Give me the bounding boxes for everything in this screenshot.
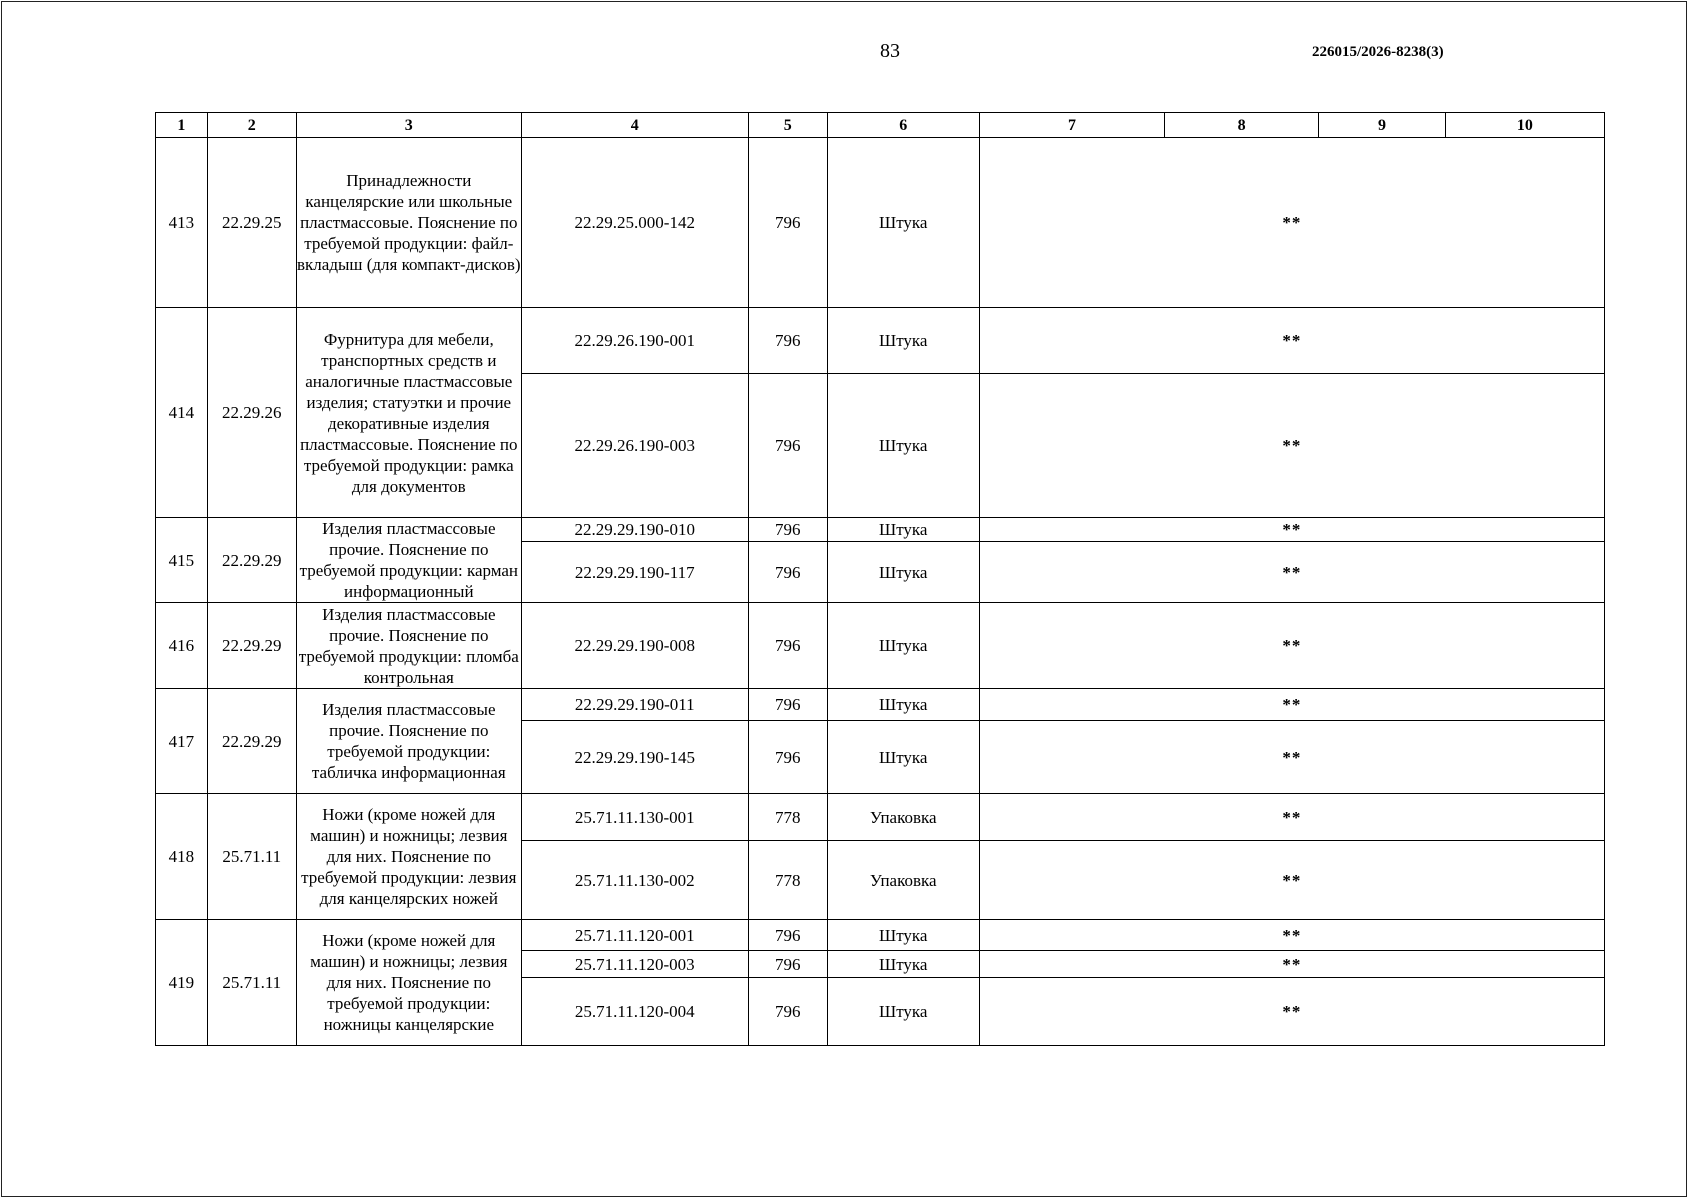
ktru-code: 25.71.11.120-001	[521, 920, 748, 951]
okei-code: 796	[748, 138, 827, 308]
column-header: 10	[1445, 113, 1604, 138]
merged-marker-cell: **	[979, 308, 1604, 374]
item-number: 415	[156, 518, 208, 603]
okei-code: 796	[748, 920, 827, 951]
item-number: 417	[156, 689, 208, 794]
merged-marker-cell: **	[979, 603, 1604, 689]
merged-marker-cell: **	[979, 138, 1604, 308]
item-number: 413	[156, 138, 208, 308]
table-row	[156, 689, 1605, 721]
merged-marker-cell: **	[979, 689, 1604, 721]
merged-marker-cell: **	[979, 518, 1604, 542]
unit-name: Штука	[827, 603, 979, 689]
merged-marker-cell: **	[979, 794, 1604, 841]
okei-code: 778	[748, 841, 827, 920]
unit-name: Штука	[827, 308, 979, 374]
ktru-code: 25.71.11.120-004	[521, 978, 748, 1046]
ktru-code: 22.29.29.190-011	[521, 689, 748, 721]
ktru-code: 22.29.29.190-145	[521, 721, 748, 794]
page-number: 83	[880, 40, 900, 62]
column-header: 6	[827, 113, 979, 138]
merged-marker-cell: **	[979, 920, 1604, 951]
column-header: 2	[207, 113, 296, 138]
column-header: 4	[521, 113, 748, 138]
unit-name: Штука	[827, 689, 979, 721]
okei-code: 796	[748, 374, 827, 518]
ktru-code: 22.29.26.190-003	[521, 374, 748, 518]
okpd-code: 22.29.25	[207, 138, 296, 308]
ktru-code: 22.29.25.000-142	[521, 138, 748, 308]
column-header: 5	[748, 113, 827, 138]
item-description: Изделия пластмассовые прочие. Пояснение по требуемой продукции: табличка информационная	[296, 689, 521, 794]
okei-code: 796	[748, 308, 827, 374]
column-header: 7	[979, 113, 1164, 138]
item-description: Фурнитура для мебели, транспортных средств и аналогичные пластмассовые изделия; статуэтки и прочие декоративные изделия пластмассовые. Пояснение по требуемой продукции: рамка для документов	[296, 308, 521, 518]
table-row	[156, 920, 1605, 951]
column-header: 8	[1165, 113, 1319, 138]
table-row	[156, 308, 1605, 374]
ktru-code: 25.71.11.130-001	[521, 794, 748, 841]
okpd-code: 22.29.29	[207, 603, 296, 689]
okei-code: 796	[748, 721, 827, 794]
table-row	[156, 518, 1605, 542]
document-id: 226015/2026-8238(3)	[1312, 44, 1444, 60]
merged-marker-cell: **	[979, 374, 1604, 518]
okei-code: 796	[748, 951, 827, 978]
unit-name: Штука	[827, 920, 979, 951]
ktru-code: 25.71.11.130-002	[521, 841, 748, 920]
unit-name: Упаковка	[827, 794, 979, 841]
header-row	[156, 113, 1605, 138]
item-description: Ножи (кроме ножей для машин) и ножницы; лезвия для них. Пояснение по требуемой продукции: лезвия для канцелярских ножей	[296, 794, 521, 920]
ktru-code: 22.29.29.190-008	[521, 603, 748, 689]
unit-name: Штука	[827, 138, 979, 308]
okei-code: 796	[748, 689, 827, 721]
table-row	[156, 794, 1605, 841]
okpd-code: 22.29.29	[207, 689, 296, 794]
table-row	[156, 603, 1605, 689]
okei-code: 778	[748, 794, 827, 841]
okpd-code: 22.29.29	[207, 518, 296, 603]
item-description: Изделия пластмассовые прочие. Пояснение по требуемой продукции: карман информационный	[296, 518, 521, 603]
column-header: 9	[1319, 113, 1446, 138]
okpd-code: 25.71.11	[207, 794, 296, 920]
unit-name: Штука	[827, 721, 979, 794]
item-number: 418	[156, 794, 208, 920]
ktru-code: 22.29.26.190-001	[521, 308, 748, 374]
table-row	[156, 138, 1605, 308]
unit-name: Штука	[827, 374, 979, 518]
ktru-code: 22.29.29.190-117	[521, 542, 748, 603]
merged-marker-cell: **	[979, 721, 1604, 794]
merged-marker-cell: **	[979, 841, 1604, 920]
merged-marker-cell: **	[979, 951, 1604, 978]
ktru-code: 25.71.11.120-003	[521, 951, 748, 978]
okpd-code: 22.29.26	[207, 308, 296, 518]
ktru-code: 22.29.29.190-010	[521, 518, 748, 542]
item-number: 414	[156, 308, 208, 518]
merged-marker-cell: **	[979, 978, 1604, 1046]
unit-name: Штука	[827, 542, 979, 603]
item-description: Принадлежности канцелярские или школьные пластмассовые. Пояснение по требуемой продукции: файл-вкладыш (для компакт-дисков)	[296, 138, 521, 308]
item-number: 419	[156, 920, 208, 1046]
column-header: 3	[296, 113, 521, 138]
unit-name: Упаковка	[827, 841, 979, 920]
column-header: 1	[156, 113, 208, 138]
okei-code: 796	[748, 542, 827, 603]
merged-marker-cell: **	[979, 542, 1604, 603]
unit-name: Штука	[827, 518, 979, 542]
okei-code: 796	[748, 603, 827, 689]
okpd-code: 25.71.11	[207, 920, 296, 1046]
okei-code: 796	[748, 518, 827, 542]
item-description: Ножи (кроме ножей для машин) и ножницы; лезвия для них. Пояснение по требуемой продукции: ножницы канцелярские	[296, 920, 521, 1046]
spec-table	[155, 112, 1605, 1046]
item-description: Изделия пластмассовые прочие. Пояснение по требуемой продукции: пломба контрольная	[296, 603, 521, 689]
unit-name: Штука	[827, 978, 979, 1046]
item-number: 416	[156, 603, 208, 689]
unit-name: Штука	[827, 951, 979, 978]
okei-code: 796	[748, 978, 827, 1046]
